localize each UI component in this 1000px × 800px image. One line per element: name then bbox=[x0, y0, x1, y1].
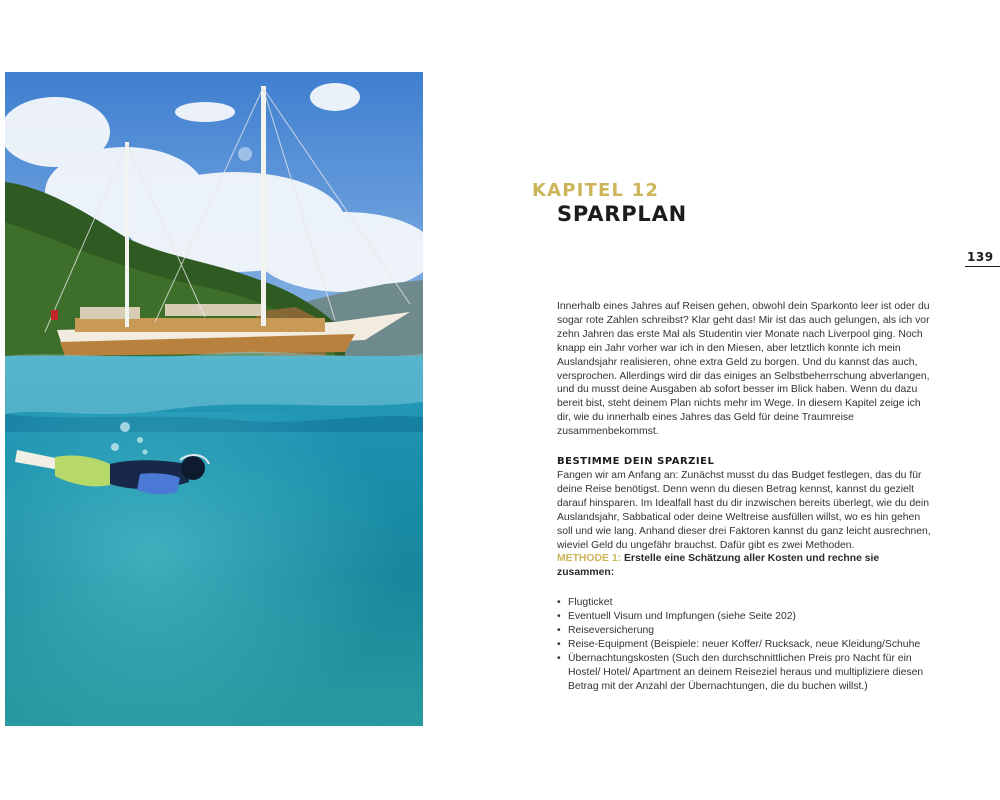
intro-paragraph: Innerhalb eines Jahres auf Reisen gehen, obwohl dein Sparkonto leer ist oder du sogar rote Zahlen schreibst? Klar geht das! Mir ist das auch gelungen, als ich vor zehn Jahren das erste Mal als Studentin vier Monate nach Liverpool ging. Noch knapp ein Jahr vorher war ich in den Miesen, aber letztlich konnte ich mein Auslandsjahr realisieren, ohne extra Geld zu borgen. Und du kannst das auch, versprochen. Allerdings wird dir das einiges an Selbstbeherrschung abverlangen, und du musst deine Ausgaben ab sofort besser im Blick haben. Wenn du dazu bereit bist, steht deinem Plan nichts mehr im Wege. In diesem Kapitel zeige ich dir, wie du innerhalb eines Jahres das Geld für deine Traumreise zusammenbekommst. bbox=[557, 301, 930, 438]
list-item-text: Flugticket bbox=[568, 597, 613, 609]
bullet-icon: • bbox=[557, 638, 561, 650]
bullet-icon: • bbox=[557, 625, 561, 637]
list-item bbox=[557, 638, 932, 652]
list-item bbox=[557, 624, 932, 638]
list-item bbox=[557, 610, 932, 624]
list-item-text: Übernachtungskosten (Such den durchschnittlichen Preis pro Nacht für ein Hostel/ Hotel/ Apartment an deinem Reiseziel heraus und multipliziere diesen Betrag mit der Anzahl der Übernachtungen, die du buchen willst.) bbox=[568, 652, 924, 692]
body-text-column bbox=[557, 300, 932, 694]
method-label: METHODE 1: bbox=[557, 553, 622, 565]
cost-list bbox=[557, 596, 932, 693]
page-number: 139 bbox=[967, 250, 994, 264]
method-text: Erstelle eine Schätzung aller Kosten und rechne sie zusammen: bbox=[557, 553, 880, 579]
bullet-icon: • bbox=[557, 597, 561, 609]
list-item bbox=[557, 596, 932, 610]
page-number-rule bbox=[965, 266, 1000, 267]
list-item-text: Reise-Equipment (Beispiele: neuer Koffer/ Rucksack, neue Kleidung/Schuhe bbox=[568, 638, 921, 650]
method-line bbox=[557, 552, 932, 580]
chapter-title: SPARPLAN bbox=[557, 202, 688, 226]
chapter-kicker: KAPITEL 12 bbox=[532, 180, 660, 201]
sailboat-snorkeler-photo bbox=[5, 72, 423, 726]
list-item-text: Reiseversicherung bbox=[568, 625, 655, 637]
bullet-icon: • bbox=[557, 652, 561, 664]
list-item bbox=[557, 652, 932, 694]
section-heading: BESTIMME DEIN SPARZIEL bbox=[557, 456, 715, 468]
list-item-text: Eventuell Visum und Impfungen (siehe Seite 202) bbox=[568, 611, 796, 623]
section-paragraph: Fangen wir am Anfang an: Zunächst musst du das Budget festlegen, das du für deine Reise benötigst. Denn wenn du diesen Betrag kennst, kannst du gezielt darauf hinsparen. Im Idealfall hast du dir inzwischen bereits überlegt, wie du dein Auslandsjahr, Sabbatical oder deine Weltreise ausfüllen willst, wo es hin gehen soll und wie lang. Anhand dieser drei Faktoren kannst du ganz leicht ausrechnen, wieviel Geld du ungefähr brauchst. Dafür gibt es zwei Methoden. bbox=[557, 469, 931, 551]
bullet-icon: • bbox=[557, 611, 561, 623]
